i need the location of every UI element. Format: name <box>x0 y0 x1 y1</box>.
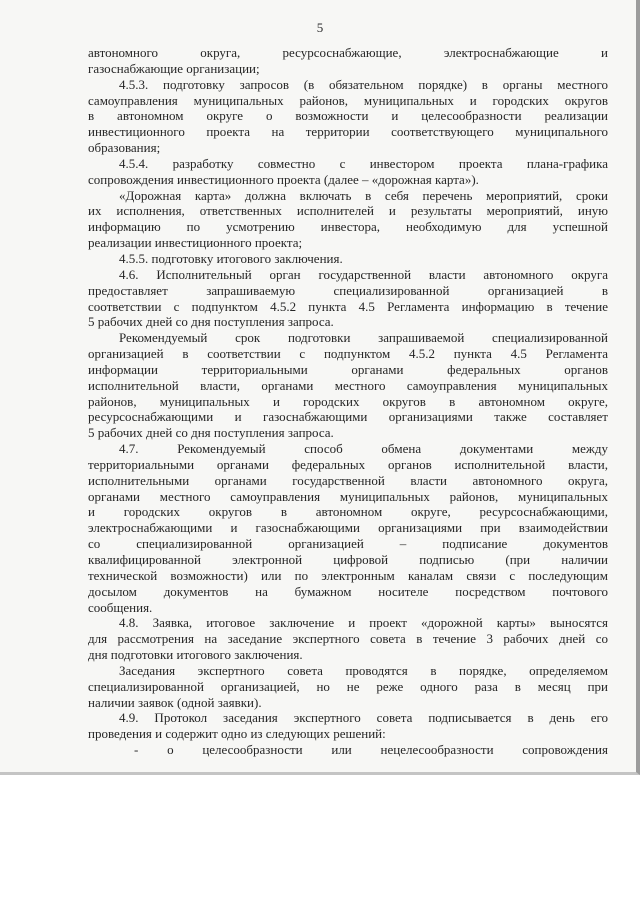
page-number: 5 <box>316 20 324 35</box>
text-line: «Дорожная карта» должна включать в себя перечень мероприятий, сроки <box>119 187 608 203</box>
text-line: исполнительной власти, органами местного самоуправления муниципальных <box>88 377 608 393</box>
text-line: 4.7. Рекомендуемый способ обмена документами между <box>119 441 608 457</box>
text-line: - о целесообразности или нецелесообразности сопровождения <box>134 742 608 758</box>
text-line: районов, муниципальных и городских округов в автономном округе, <box>88 393 608 409</box>
text-line: 4.8. Заявка, итоговое заключение и проект «дорожной карты» выносятся <box>119 615 608 631</box>
text-line: исполнительными органами государственной власти автономного округа, <box>88 472 608 488</box>
text-line: реализации инвестиционного проекта; <box>88 235 303 251</box>
text-line: Заседания экспертного совета проводятся в порядке, определяемом <box>119 662 608 678</box>
text-line: проведения и содержит одно из следующих решений: <box>88 726 386 742</box>
text-line: 5 рабочих дней со дня поступления запроса. <box>88 425 334 441</box>
text-line: соответствии с подпунктом 4.5.2 пункта 4.5 Регламента информацию в течение <box>88 298 608 314</box>
text-line: образования; <box>88 140 161 156</box>
text-line: сообщения. <box>88 599 153 615</box>
text-line: их исполнения, ответственных исполнителей и результаты мероприятий, иную <box>88 203 608 219</box>
text-line: предоставляет запрашиваемую специализированной организацией в <box>88 282 608 298</box>
text-line: 4.5.4. разработку совместно с инвестором проекта плана-графика <box>119 155 608 171</box>
text-line: и городских округов в автономном округе, ресурсоснабжающими, <box>88 504 608 520</box>
text-line: самоуправления муниципальных районов, муниципальных и городских округов <box>88 92 608 108</box>
text-line: технической возможности) или по электронным каналам связи с последующим <box>88 567 608 583</box>
text-line: органами местного самоуправления муниципальных районов, муниципальных <box>88 488 608 504</box>
text-line: информацию по усмотрению инвестора, необходимую для успешной <box>88 219 608 235</box>
text-line: информации территориальными органами федеральных органов <box>88 361 608 377</box>
text-line: наличии заявок (одной заявки). <box>88 694 262 710</box>
text-line: ресурсоснабжающими и газоснабжающими организациями также составляет <box>88 409 608 425</box>
text-line: автономного округа, ресурсоснабжающие, электроснабжающие и <box>88 45 608 60</box>
text-line: организацией в соответствии с подпунктом 4.5.2 пункта 4.5 Регламента <box>88 346 608 362</box>
text-line: досылом документов на бумажном носителе посредством почтового <box>88 583 608 599</box>
text-line: Рекомендуемый срок подготовки запрашиваемой специализированной <box>119 330 608 346</box>
text-line: 4.9. Протокол заседания экспертного совета подписывается в день его <box>119 710 608 726</box>
text-line: квалифицированной электронной цифровой подписью (при наличии <box>88 552 608 567</box>
document-body <box>88 45 608 758</box>
text-line: 4.6. Исполнительный орган государственной власти автономного округа <box>119 266 608 282</box>
text-line: сопровождения инвестиционного проекта (далее – «дорожная карта»). <box>88 171 479 187</box>
text-line: газоснабжающие организации; <box>88 60 260 76</box>
text-line: электроснабжающими и газоснабжающими организациями при взаимодействии <box>88 520 608 536</box>
text-line: для рассмотрения на заседание экспертного совета в течение 3 рабочих дней со <box>88 631 608 647</box>
text-line: инвестиционного проекта на территории соответствующего муниципального <box>88 124 608 140</box>
text-line: со специализированной организацией – подписание документов <box>88 536 608 552</box>
text-line: территориальными органами федеральных органов исполнительной власти, <box>88 456 608 472</box>
text-line: специализированной организацией, но не реже одного раза в месяц при <box>88 678 608 694</box>
text-line: в автономном округе о возможности и целесообразности реализации <box>88 108 608 124</box>
text-line: дня подготовки итогового заключения. <box>88 647 303 663</box>
text-line: 5 рабочих дней со дня поступления запроса. <box>88 314 334 330</box>
text-line: 4.5.5. подготовку итогового заключения. <box>119 250 343 266</box>
text-line: 4.5.3. подготовку запросов (в обязательном порядке) в органы местного <box>119 76 608 92</box>
